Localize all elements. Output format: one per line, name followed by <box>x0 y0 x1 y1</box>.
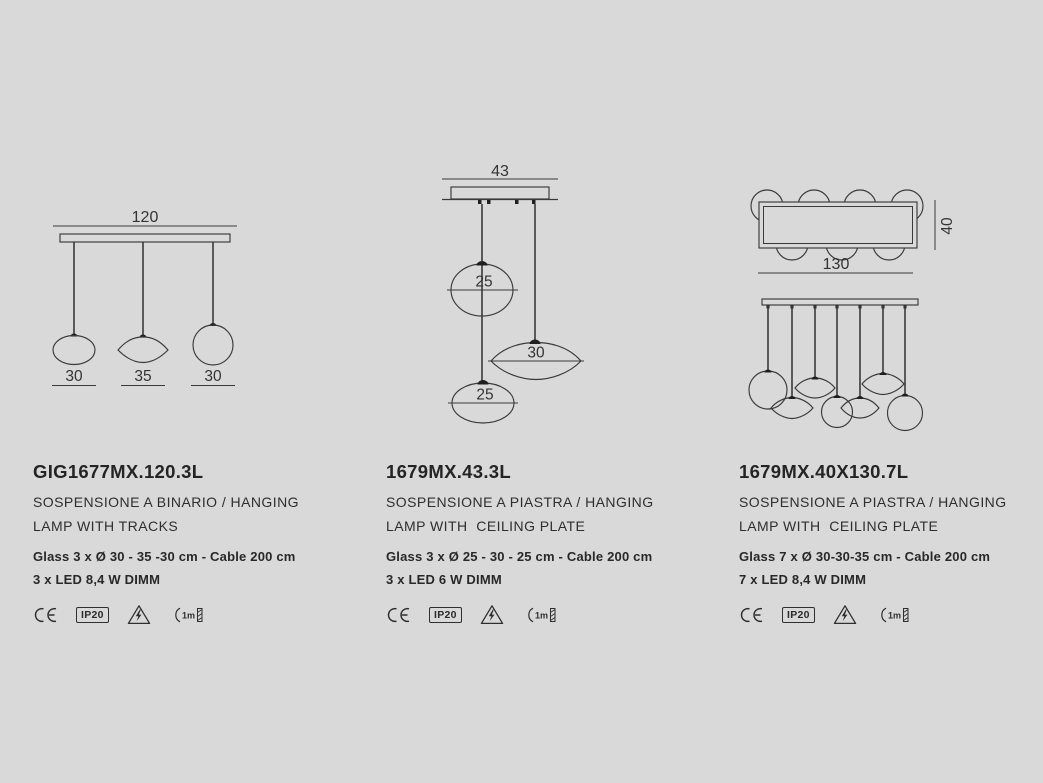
ce-mark-icon <box>739 607 764 623</box>
product-info-2 <box>386 461 726 625</box>
certification-icons <box>739 604 1043 625</box>
product-info-1 <box>33 461 373 625</box>
certification-icons <box>386 604 726 625</box>
plate-width-dimension: 43 <box>491 163 509 180</box>
lamp-diameter-dimension: 35 <box>134 368 152 385</box>
high-voltage-warning-icon <box>833 604 857 625</box>
ce-mark-icon <box>386 607 411 623</box>
glass-spec: Glass 3 x Ø 30 - 35 -30 cm - Cable 200 cm <box>33 549 296 564</box>
min-distance-icon <box>522 606 558 624</box>
high-voltage-warning-icon <box>480 604 504 625</box>
plate-depth-dimension: 40 <box>939 217 956 235</box>
product-description-line2: LAMP WITH CEILING PLATE <box>739 517 939 534</box>
glass-spec: Glass 7 x Ø 30-30-35 cm - Cable 200 cm <box>739 549 991 564</box>
min-distance-value: 1m <box>181 610 195 620</box>
high-voltage-warning-icon <box>127 604 151 625</box>
lamp-diameter-dimension: 30 <box>65 368 83 385</box>
ce-mark-icon <box>33 607 58 623</box>
product-description-line1: SOSPENSIONE A PIASTRA / HANGING <box>386 494 654 510</box>
lamp-diameter-dimension: 30 <box>204 368 222 385</box>
lamp-diameter-dimension: 25 <box>475 273 493 291</box>
lamp-diameter-dimension: 30 <box>527 344 545 362</box>
lamp-lens <box>771 398 813 419</box>
product-description-line2: LAMP WITH TRACKS <box>33 517 179 534</box>
drawing-plate-lamp-3 <box>420 160 600 435</box>
lamp-lens <box>841 398 879 418</box>
product-code: GIG1677MX.120.3L <box>33 461 204 482</box>
lamp-lens <box>862 374 904 395</box>
plate-outline <box>759 202 917 248</box>
plate-length-dimension: 130 <box>822 256 850 273</box>
product-code: 1679MX.40X130.7L <box>739 461 909 482</box>
lamp-lens <box>795 378 835 398</box>
drawing-plate-top-view <box>735 180 970 290</box>
min-distance-value: 1m <box>887 610 901 620</box>
product-info-3 <box>739 461 1043 625</box>
ip-rating-badge: IP20 <box>782 607 815 623</box>
glass-spec: Glass 3 x Ø 25 - 30 - 25 cm - Cable 200 cm <box>386 549 653 564</box>
lamp-sphere <box>749 371 787 409</box>
min-distance-icon <box>169 606 205 624</box>
product-description-line1: SOSPENSIONE A PIASTRA / HANGING <box>739 494 1007 510</box>
certification-icons <box>33 604 373 625</box>
product-description-line2: LAMP WITH CEILING PLATE <box>386 517 586 534</box>
track-width-dimension: 120 <box>131 209 159 226</box>
min-distance-icon <box>875 606 911 624</box>
product-description-line1: SOSPENSIONE A BINARIO / HANGING <box>33 494 300 510</box>
led-spec: 3 x LED 8,4 W DIMM <box>33 572 161 587</box>
led-spec: 3 x LED 6 W DIMM <box>386 572 502 587</box>
min-distance-value: 1m <box>534 610 548 620</box>
drawing-plate-side-view-7 <box>746 292 940 442</box>
drawing-track-lamp <box>30 198 270 398</box>
lamp-sphere <box>888 396 923 431</box>
product-code: 1679MX.43.3L <box>386 461 511 482</box>
lamp-lens <box>118 337 168 363</box>
lamp-oval <box>53 336 95 365</box>
lamp-diameter-dimension: 25 <box>476 386 494 404</box>
ip-rating-badge: IP20 <box>429 607 462 623</box>
led-spec: 7 x LED 8,4 W DIMM <box>739 572 867 587</box>
lamp-sphere <box>193 325 233 365</box>
ip-rating-badge: IP20 <box>76 607 109 623</box>
